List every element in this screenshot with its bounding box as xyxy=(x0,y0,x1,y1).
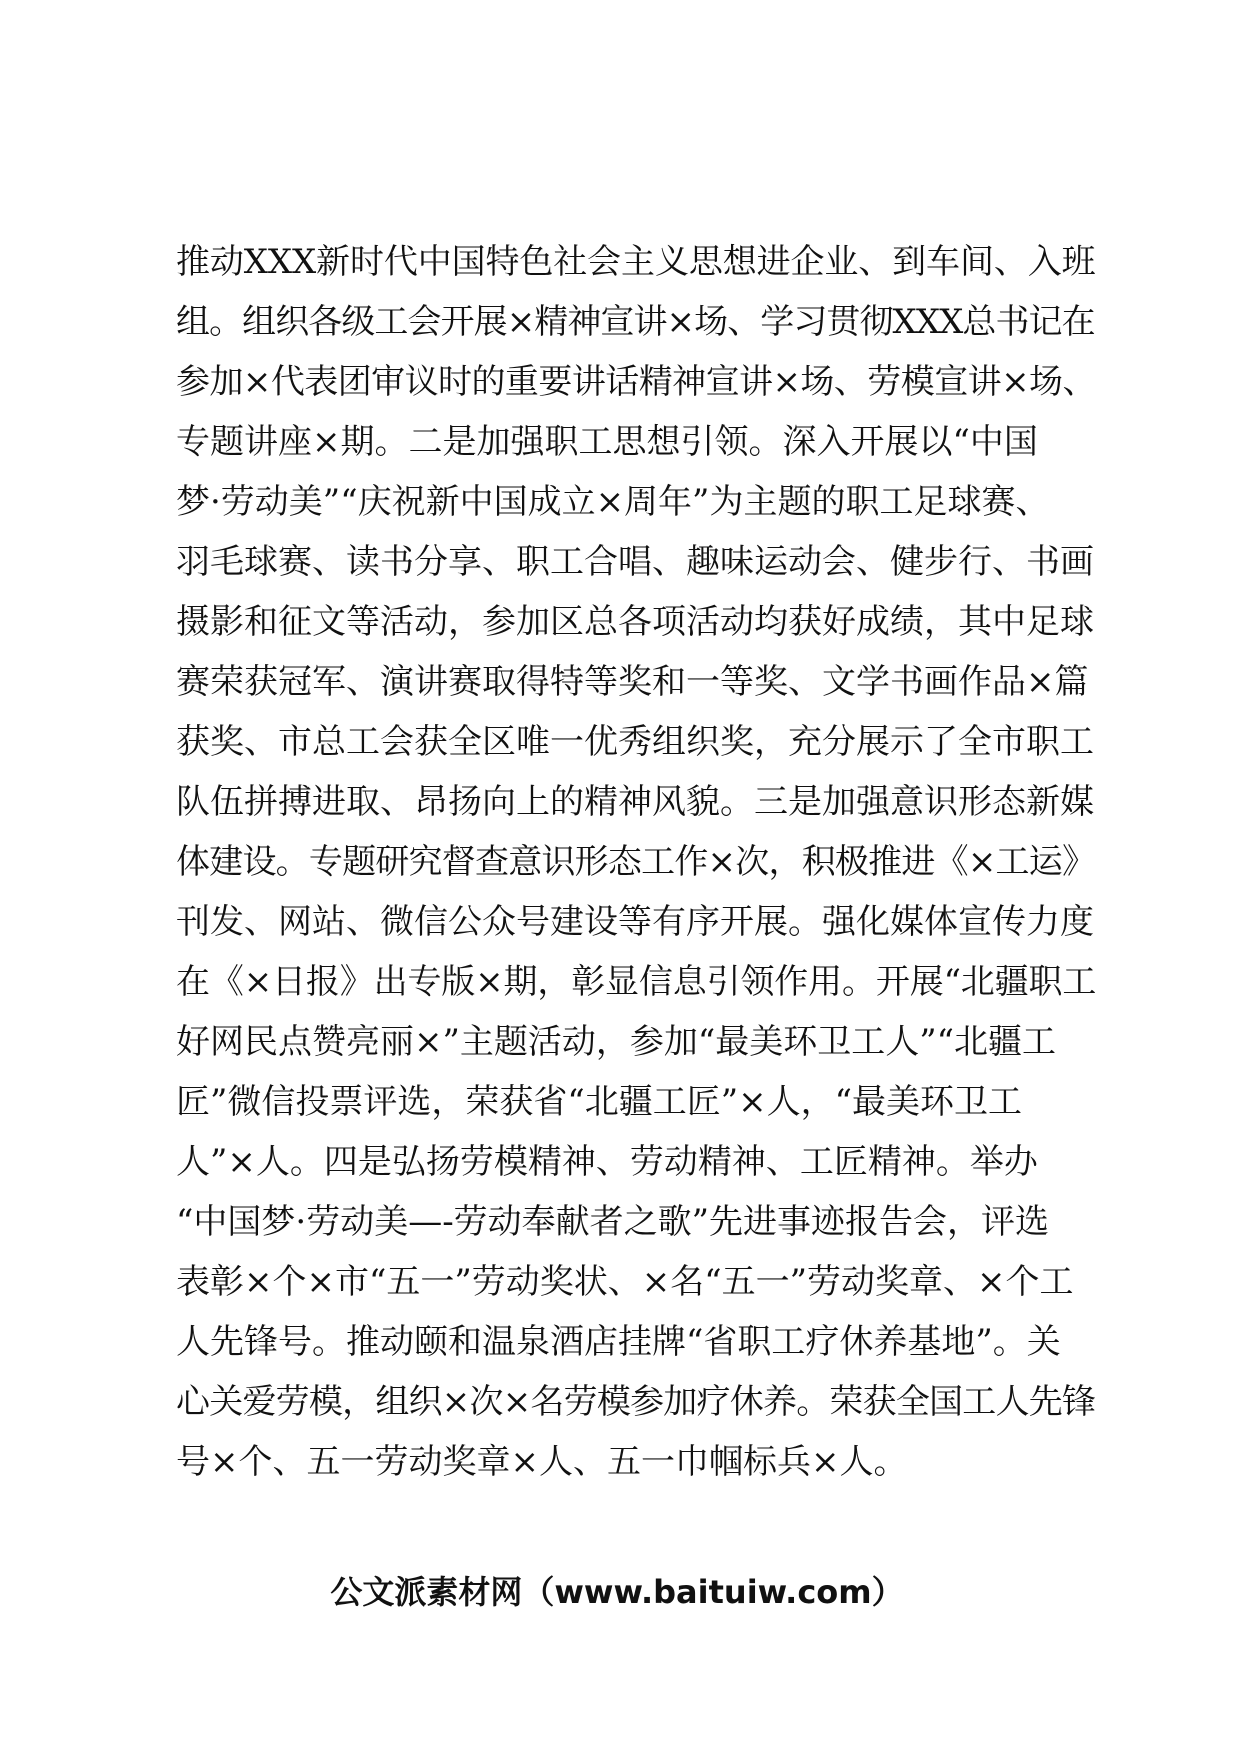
text-line: 号×个、五一劳动奖章×人、五一巾帼标兵×人。 xyxy=(176,1442,908,1482)
body-paragraph xyxy=(176,232,1096,1492)
text-line: 表彰×个×市“五一”劳动奖状、×名“五一”劳动奖章、×个工 xyxy=(176,1262,1074,1302)
text-line: 人先锋号。推动颐和温泉酒店挂牌“省职工疗休养基地”。关 xyxy=(176,1322,1061,1362)
text-line: “中国梦·劳动美—-劳动奉献者之歌”先进事迹报告会，评选 xyxy=(176,1202,1050,1242)
text-line: 队伍拼搏进取、昂扬向上的精神风貌。三是加强意识形态新媒 xyxy=(176,782,1094,822)
text-line: 刊发、网站、微信公众号建设等有序开展。强化媒体宣传力度 xyxy=(176,902,1094,942)
text-line: 心关爱劳模，组织×次×名劳模参加疗休养。荣获全国工人先锋 xyxy=(176,1382,1096,1422)
text-line: 人”×人。四是弘扬劳模精神、劳动精神、工匠精神。举办 xyxy=(176,1142,1038,1182)
text-line: 摄影和征文等活动，参加区总各项活动均获好成绩，其中足球 xyxy=(176,602,1094,642)
text-line: 组。组织各级工会开展×精神宣讲×场、学习贯彻XXX总书记在 xyxy=(176,302,1095,342)
text-line: 获奖、市总工会获全区唯一优秀组织奖，充分展示了全市职工 xyxy=(176,722,1094,762)
footer-watermark: 公文派素材网（www.baituiw.com） xyxy=(330,1573,904,1611)
text-line: 匠”微信投票评选，荣获省“北疆工匠”×人，“最美环卫工 xyxy=(176,1082,1023,1122)
text-line: 体建设。专题研究督查意识形态工作×次，积极推进《×工运》 xyxy=(176,842,1096,882)
text-line: 在《×日报》出专版×期，彰显信息引领作用。开展“北疆职工 xyxy=(176,962,1097,1002)
text-line: 梦·劳动美”“庆祝新中国成立×周年”为主题的职工足球赛、 xyxy=(176,482,1050,522)
text-line: 羽毛球赛、读书分享、职工合唱、趣味运动会、健步行、书画 xyxy=(176,542,1094,582)
text-line: 好网民点赞亮丽×”主题活动，参加“最美环卫工人”“北疆工 xyxy=(176,1022,1057,1062)
text-line: 推动XXX新时代中国特色社会主义思想进企业、到车间、入班 xyxy=(176,242,1096,282)
text-line: 赛荣获冠军、演讲赛取得特等奖和一等奖、文学书画作品×篇 xyxy=(176,662,1089,702)
text-line: 专题讲座×期。二是加强职工思想引领。深入开展以“中国 xyxy=(176,422,1038,462)
text-line: 参加×代表团审议时的重要讲话精神宣讲×场、劳模宣讲×场、 xyxy=(176,362,1096,402)
